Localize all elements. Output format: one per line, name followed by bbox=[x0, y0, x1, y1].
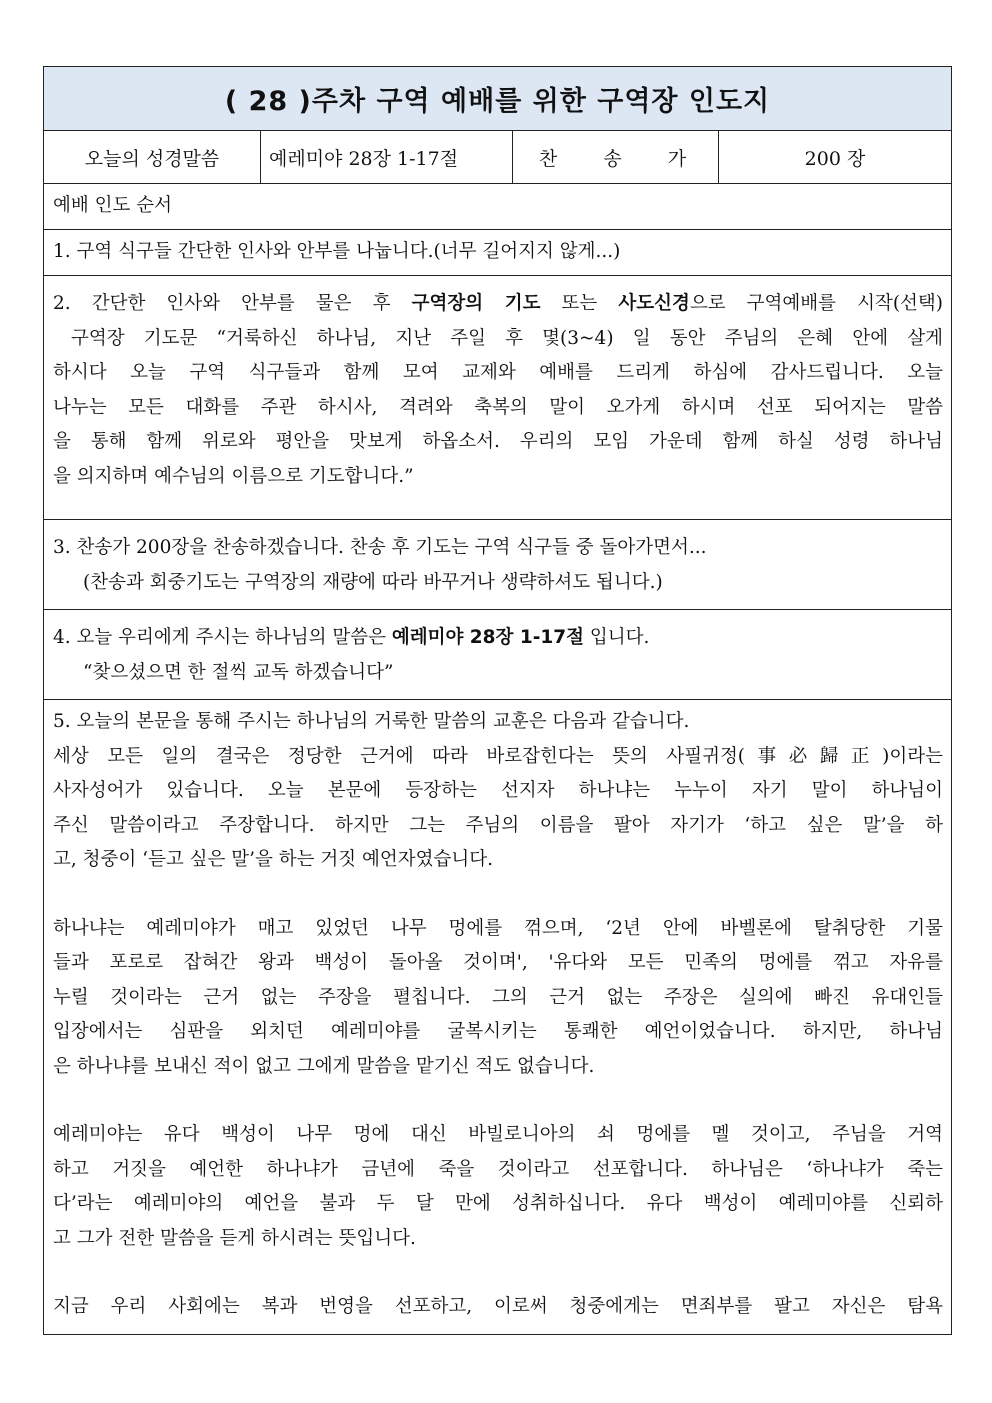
step-5-para-2-line: 누릴 것이라는 근거 없는 주장을 펼칩니다. 그의 근거 없는 주장은 실의에 빠진 유대인들 bbox=[53, 986, 943, 1008]
step-5-para-2-line: 하나냐는 예레미야가 매고 있었던 나무 멍에를 꺾으며, ‘2년 안에 바벨론에 탈취당한 기물 bbox=[53, 917, 943, 939]
scripture-value: 예레미야 28장 1-17절 bbox=[261, 131, 513, 183]
step-2-bold-creed: 사도신경 bbox=[618, 293, 690, 314]
step-5-para-3-line: 하고 거짓을 예언한 하나냐가 금년에 죽을 것이라고 선포합니다. 하나님은 ‘하나냐가 죽는 bbox=[53, 1158, 943, 1180]
step-2-line: 을 통해 함께 위로와 평안을 맛보게 하옵소서. 우리의 모임 가운데 함께 하실 성령 하나님 bbox=[53, 431, 943, 452]
step-3-line-1: 3. 찬송가 200장을 찬송하겠습니다. 찬송 후 기도는 구역 식구들 중 돌아가면서... bbox=[53, 537, 707, 558]
step-5-para-3-line: 예레미야는 유다 백성이 나무 멍에 대신 바빌로니아의 쇠 멍에를 멜 것이고, 주님을 거역 bbox=[53, 1124, 943, 1145]
step-5-para-1-line: 사자성어가 있습니다. 오늘 본문에 등장하는 선지자 하나냐는 누누이 자기 말이 하나님이 bbox=[53, 780, 943, 801]
step-5-para-3-line: 다’라는 예레미야의 예언을 불과 두 달 만에 성취하십니다. 유다 백성이 예레미야를 신뢰하 bbox=[53, 1193, 943, 1214]
step-3 bbox=[44, 520, 951, 610]
step-4-lead: 4. 오늘 우리에게 주시는 하나님의 말씀은 bbox=[53, 627, 392, 648]
step-4-line-1 bbox=[53, 621, 943, 656]
step-2-tail: 으로 구역예배를 시작(선택) bbox=[689, 293, 943, 314]
step-2-line: 나누는 모든 대화를 주관 하시사, 격려와 축복의 말이 오가게 하시며 선포 되어지는 말씀 bbox=[53, 396, 943, 418]
step-4 bbox=[44, 610, 951, 700]
step-2-bold-prayer: 구역장의 기도 bbox=[411, 293, 541, 314]
step-5-para-1-line: 세상 모든 일의 결국은 정당한 근거에 따라 바로잡힌다는 뜻의 사필귀정(事必歸正)이라는 bbox=[53, 745, 943, 767]
step-2-lead: 2. 간단한 인사와 안부를 물은 후 bbox=[53, 293, 412, 314]
step-2-line: 하시다 오늘 구역 식구들과 함께 모여 교제와 예배를 드리게 하심에 감사드립니다. 오늘 bbox=[53, 362, 943, 383]
step-2-line: 을 의지하며 예수님의 이름으로 기도합니다.” bbox=[53, 465, 414, 487]
step-5-para-1-line: 고, 청중이 ‘듣고 싶은 말’을 하는 거짓 예언자였습니다. bbox=[53, 849, 493, 870]
step-1 bbox=[44, 230, 951, 276]
step-5-para-2-line: 은 하나냐를 보내신 적이 없고 그에게 말씀을 맡기신 적도 없습니다. bbox=[53, 1055, 595, 1077]
step-4-bold-scripture: 예레미야 28장 1-17절 bbox=[391, 627, 585, 648]
paragraph-gap bbox=[53, 1084, 943, 1118]
step-5-para-2-line: 입장에서는 심판을 외치던 예레미야를 굴복시키는 통쾌한 예언이었습니다. 하지만, 하나님 bbox=[53, 1021, 943, 1042]
step-5-heading: 5. 오늘의 본문을 통해 주시는 하나님의 거룩한 말씀의 교훈은 다음과 같습니다. bbox=[53, 711, 690, 732]
order-heading bbox=[44, 184, 951, 230]
step-5 bbox=[44, 700, 951, 1336]
scripture-label: 오늘의 성경말씀 bbox=[44, 131, 261, 183]
step-2-line: 구역장 기도문 “거룩하신 하나님, 지난 주일 후 몇(3~4) 일 동안 주님의 은혜 안에 살게 bbox=[71, 327, 943, 349]
page-title: ( 28 )주차 구역 예배를 위한 구역장 인도지 bbox=[44, 67, 951, 131]
order-heading-text: 예배 인도 순서 bbox=[53, 195, 172, 217]
step-1-text: 1. 구역 식구들 간단한 인사와 안부를 나눕니다.(너무 길어지지 않게...) bbox=[53, 241, 621, 263]
step-5-para-4-line: 지금 우리 사회에는 복과 번영을 선포하고, 이로써 청중에게는 면죄부를 팔고 자신은 탐욕 bbox=[53, 1296, 943, 1317]
step-5-para-1-line: 주신 말씀이라고 주장합니다. 하지만 그는 주님의 이름을 팔아 자기가 ‘하고 싶은 말’을 하 bbox=[53, 814, 943, 836]
step-5-para-3-line: 고 그가 전한 말씀을 듣게 하시려는 뜻입니다. bbox=[53, 1227, 416, 1249]
paragraph-gap bbox=[53, 878, 943, 912]
step-4-tail: 입니다. bbox=[584, 627, 650, 648]
hymn-label: 찬 송 가 bbox=[513, 131, 719, 183]
worship-guide-sheet bbox=[43, 66, 952, 1335]
step-2 bbox=[44, 276, 951, 520]
step-3-line-2: (찬송과 회중기도는 구역장의 재량에 따라 바꾸거나 생략하셔도 됩니다.) bbox=[83, 571, 663, 593]
step-4-line-2: “찾으셨으면 한 절씩 교독 하겠습니다” bbox=[83, 661, 394, 683]
hymn-value: 200 장 bbox=[804, 147, 866, 170]
step-5-para-2-line: 들과 포로로 잡혀간 왕과 백성이 돌아올 것이며', '유다와 모든 민족의 멍에를 꺾고 자유를 bbox=[53, 952, 943, 973]
info-row bbox=[44, 131, 951, 184]
step-2-first-line bbox=[53, 287, 943, 322]
paragraph-gap bbox=[53, 1256, 943, 1290]
step-2-mid: 또는 bbox=[540, 293, 619, 314]
